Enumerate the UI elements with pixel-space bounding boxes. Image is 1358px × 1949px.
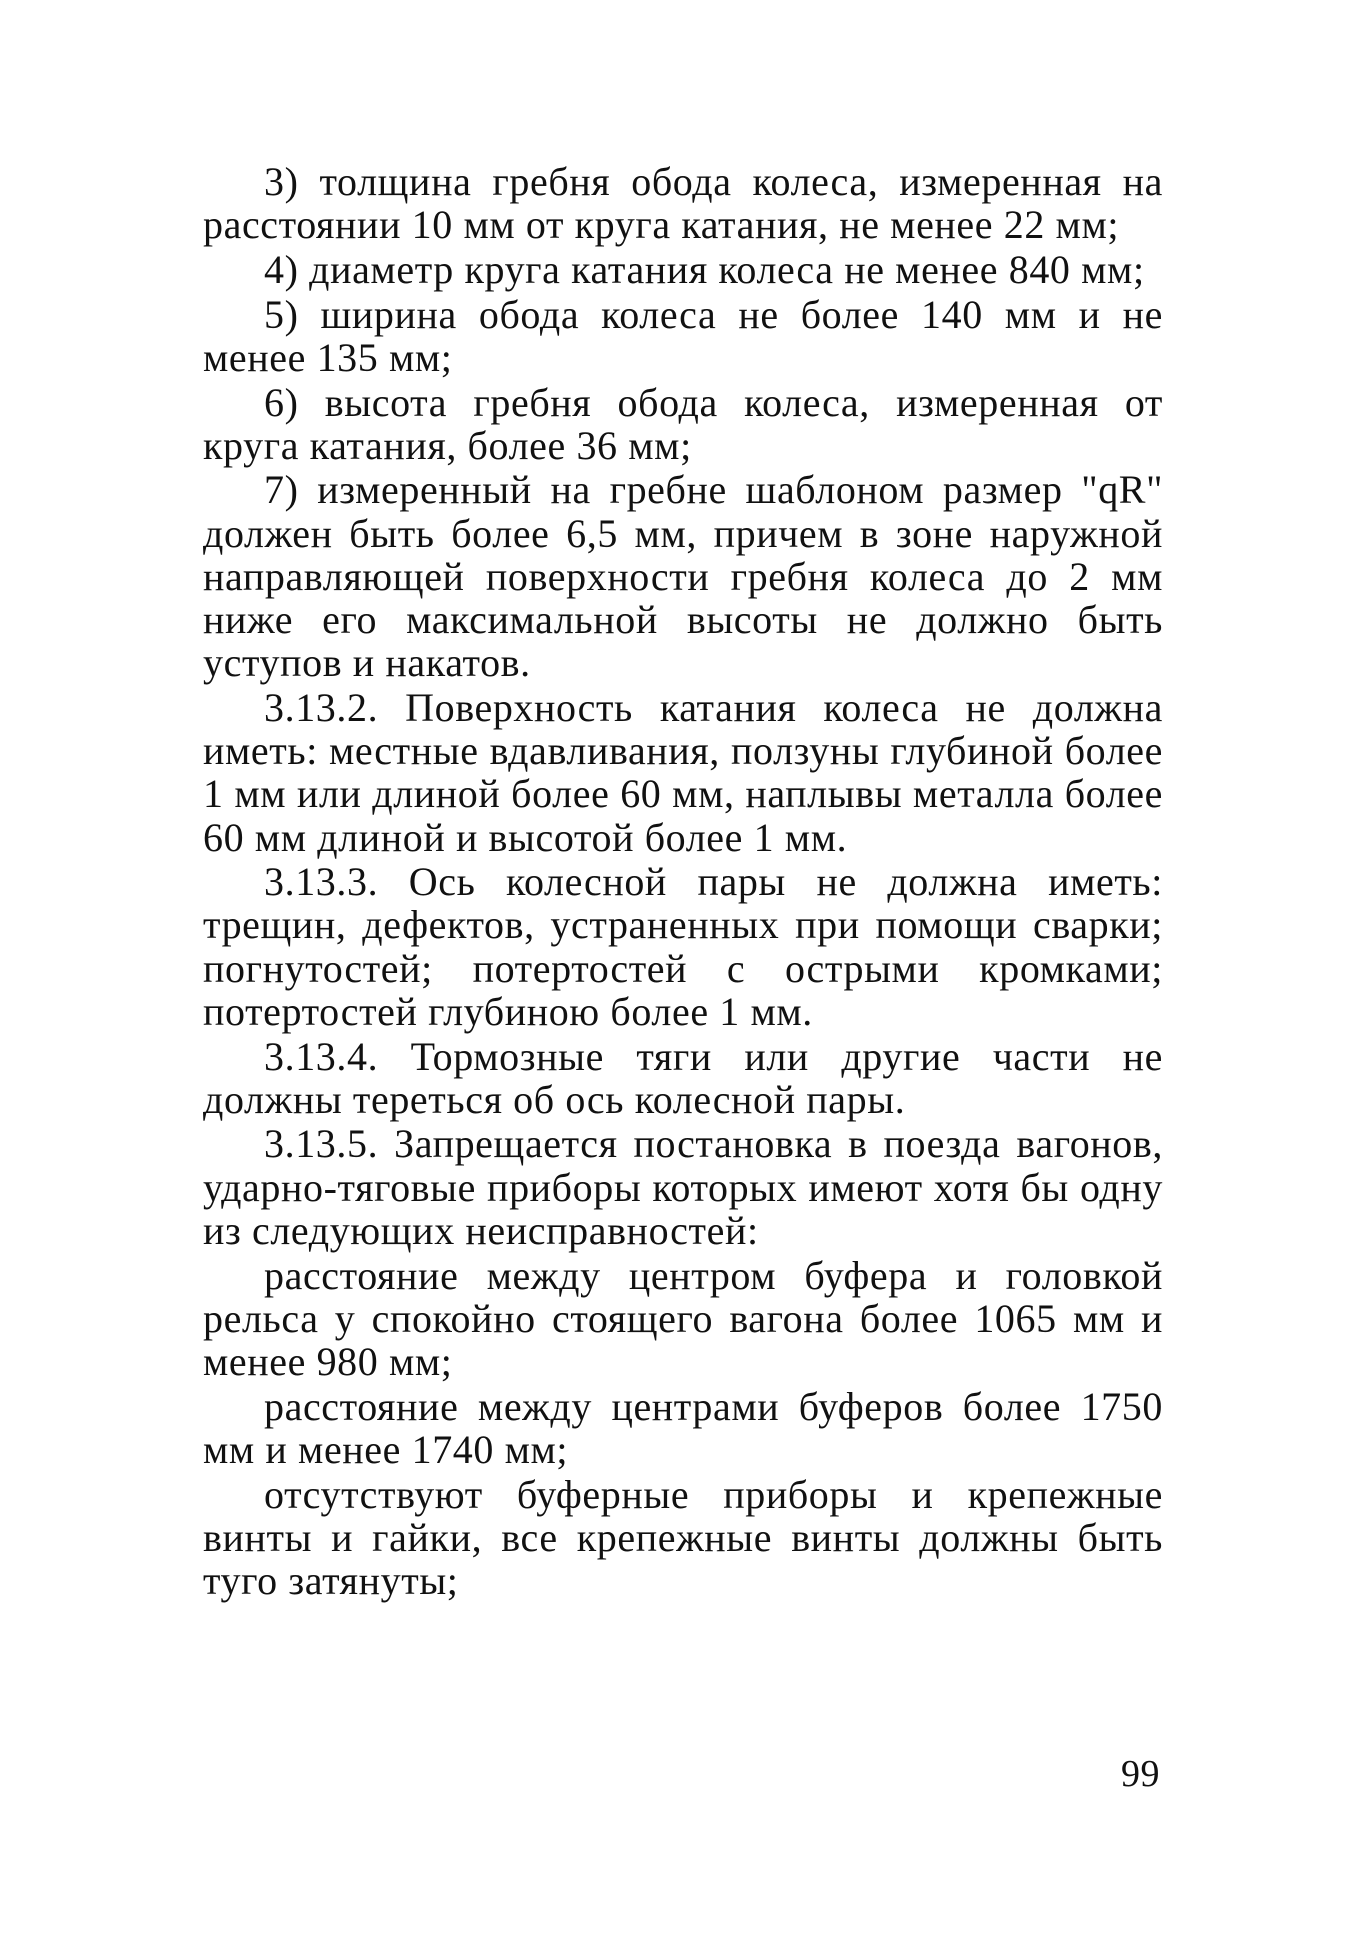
paragraph-item-7: 7) измеренный на гребне шаблоном размер "qR" должен быть более 6,5 мм, причем в зоне наружной направляющей поверхности гребня колеса до 2 мм ниже его максимальной высоты не должно быть уступов и накатов. (203, 467, 1163, 686)
page-text (203, 160, 1163, 1604)
paragraph-buffer-height: расстояние между центром буфера и головкой рельса у спокойно стоящего вагона более 1065 мм и менее 980 мм; (203, 1252, 1163, 1384)
paragraph-buffer-distance: расстояние между центрами буферов более 1750 мм и менее 1740 мм; (203, 1383, 1163, 1472)
paragraph-item-6: 6) высота гребня обода колеса, измеренная от круга катания, более 36 мм; (203, 379, 1163, 468)
paragraph-3-13-3: 3.13.3. Ось колесной пары не должна иметь: трещин, дефектов, устраненных при помощи сварки; погнутостей; потертостей с острыми кромками; потертостей глубиною более 1 мм. (203, 859, 1163, 1034)
page-number: 99 (1121, 1753, 1160, 1795)
paragraph-3-13-2: 3.13.2. Поверхность катания колеса не должна иметь: местные вдавливания, ползуны глубиной более 1 мм или длиной более 60 мм, наплывы металла более 60 мм длиной и высотой более 1 мм. (203, 684, 1163, 860)
paragraph-item-5: 5) ширина обода колеса не более 140 мм и не менее 135 мм; (203, 291, 1163, 380)
paragraph-3-13-4: 3.13.4. Тормозные тяги или другие части не должны тереться об ось колесной пары. (203, 1033, 1163, 1122)
paragraph-item-3: 3) толщина гребня обода колеса, измеренная на расстоянии 10 мм от круга катания, не менее 22 мм; (203, 159, 1163, 248)
paragraph-3-13-5: 3.13.5. Запрещается постановка в поезда вагонов, ударно-тяговые приборы которых имеют хотя бы одну из следующих неисправностей: (203, 1121, 1163, 1253)
paragraph-buffer-fasteners: отсутствуют буферные приборы и крепежные винты и гайки, все крепежные винты должны быть туго затянуты; (203, 1471, 1163, 1603)
paragraph-item-4: 4) диаметр круга катания колеса не менее 840 мм; (264, 246, 1145, 292)
